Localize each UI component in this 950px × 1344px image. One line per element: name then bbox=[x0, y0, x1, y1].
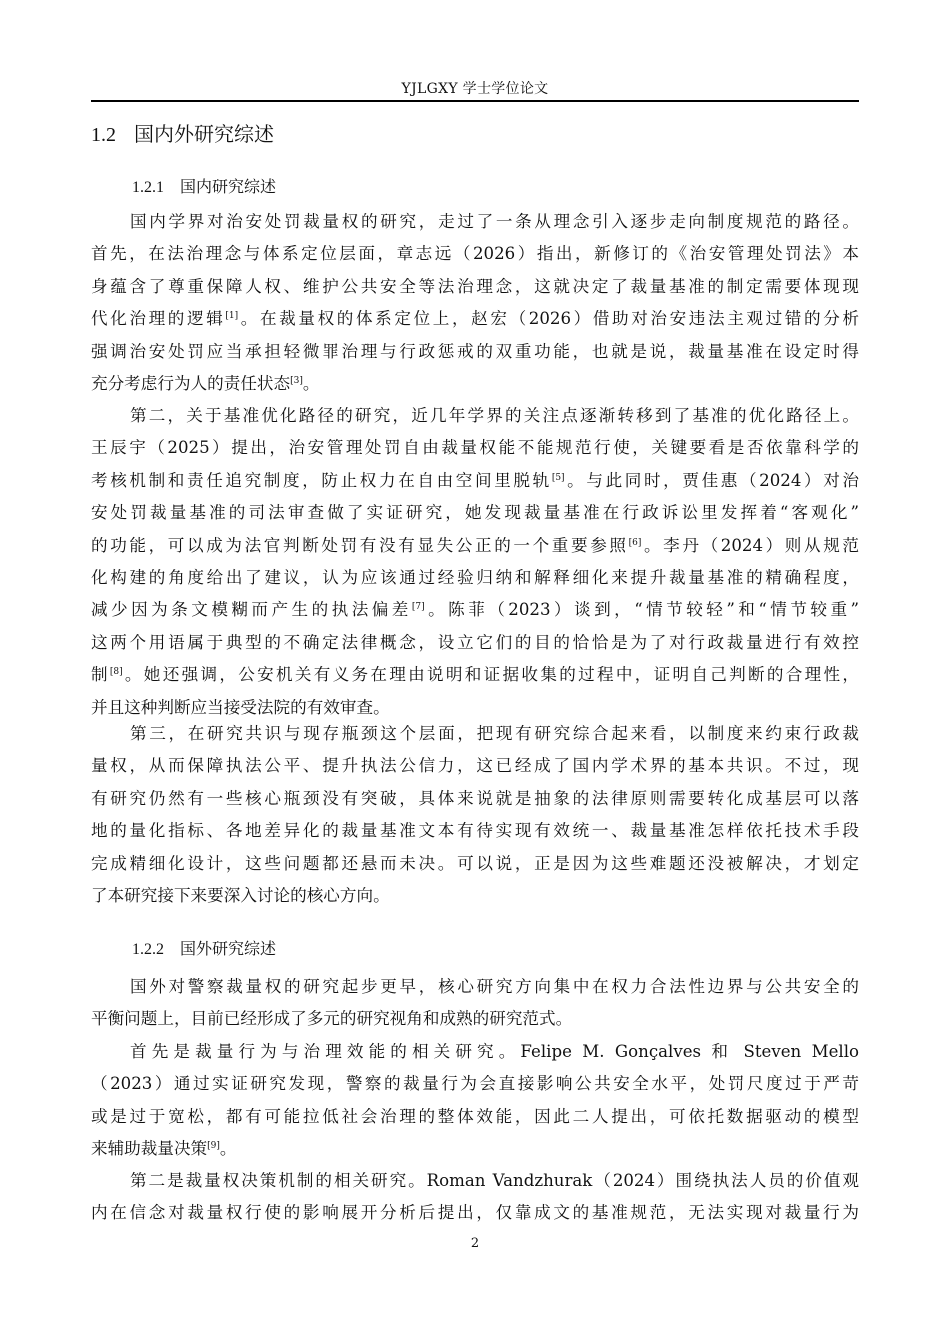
text-run: 。陈菲（2023）谈到，“情节较轻”和“情节较重” bbox=[424, 600, 859, 620]
text-run: 。她还强调，公安机关有义务在理由说明和证据收集的过程中，证明自己判断的合理性， bbox=[122, 665, 859, 685]
text-run: 首先，在法治理念与体系定位层面，章志远（2026）指出，新修订的《治安管理处罚法》本 bbox=[91, 244, 859, 264]
text-run: 身蕴含了尊重保障人权、维护公共安全等法治理念，这就决定了裁量基准的制定需要体现现 bbox=[91, 276, 859, 296]
text-line bbox=[91, 880, 859, 912]
paragraph-domestic-1 bbox=[91, 206, 859, 400]
text-run: 完成精细化设计，这些问题都还悬而未决。可以说，正是因为这些难题还没被解决，才划定 bbox=[91, 853, 859, 873]
text-line bbox=[91, 562, 859, 594]
text-run: 这两个用语属于典型的不确定法律概念，设立它们的目的恰恰是为了对行政裁量进行有效控 bbox=[91, 632, 859, 652]
text-line bbox=[91, 848, 859, 880]
text-run: 首先是裁量行为与治理效能的相关研究。Felipe M. Gonçalves 和 Steven Mello bbox=[130, 1042, 859, 1061]
text-run: 减少因为条文模糊而产生的执法偏差 bbox=[91, 600, 412, 620]
paragraph-foreign-3 bbox=[91, 1165, 859, 1230]
text-line bbox=[91, 1068, 859, 1100]
text-run: 强调治安处罚应当承担轻微罪治理与行政惩戒的双重功能，也就是说，裁量基准在设定时得 bbox=[91, 341, 859, 361]
text-line bbox=[91, 271, 859, 303]
text-line bbox=[91, 1197, 859, 1229]
text-line bbox=[91, 238, 859, 270]
text-run: 量权，从而保障执法公平、提升执法公信力，这已经成了国内学术界的基本共识。不过，现 bbox=[91, 756, 859, 776]
text-line bbox=[91, 1036, 859, 1068]
text-line bbox=[91, 971, 859, 1003]
text-line bbox=[91, 718, 859, 750]
text-run: 。 bbox=[219, 1139, 237, 1159]
header-rule bbox=[91, 100, 859, 102]
text-line bbox=[91, 530, 859, 562]
text-run: 第二，关于基准优化路径的研究，近几年学界的关注点逐渐转移到了基准的优化路径上。 bbox=[130, 406, 859, 425]
text-run: 代化治理的逻辑 bbox=[91, 309, 226, 329]
subsection-title: 国外研究综述 bbox=[180, 941, 277, 958]
text-run: 地的量化指标、各地差异化的裁量基准文本有待实现有效统一、裁量基准怎样依托技术手段 bbox=[91, 821, 859, 841]
text-run: 有研究仍然有一些核心瓶颈没有突破，具体来说就是抽象的法律原则需要转化成基层可以落 bbox=[91, 788, 859, 808]
text-line bbox=[91, 432, 859, 464]
text-run: 化构建的角度给出了建议，认为应该通过经验归纳和解释细化来提升裁量基准的精确程度， bbox=[91, 567, 859, 587]
text-run: 来辅助裁量决策 bbox=[91, 1139, 208, 1159]
text-line bbox=[91, 400, 859, 432]
section-title: 国内外研究综述 bbox=[134, 124, 274, 146]
citation-ref: [8] bbox=[109, 667, 123, 678]
text-line bbox=[91, 465, 859, 497]
text-run: 。在裁量权的体系定位上，赵宏（2026）借助对治安违法主观过错的分析 bbox=[238, 309, 859, 329]
paragraph-domestic-3 bbox=[91, 718, 859, 912]
page-number: 2 bbox=[470, 1236, 480, 1251]
text-run: 平衡问题上，目前已经形成了多元的研究视角和成熟的研究范式。 bbox=[91, 1009, 573, 1029]
citation-ref: [6] bbox=[628, 537, 642, 548]
subsection-heading-domestic bbox=[132, 174, 276, 197]
text-run: 第三，在研究共识与现存瓶颈这个层面，把现有研究综合起来看，以制度来约束行政裁 bbox=[130, 724, 859, 743]
paragraph-domestic-2 bbox=[91, 400, 859, 724]
text-run: 。与此同时，贾佳惠（2024）对治 bbox=[564, 470, 859, 490]
text-line bbox=[91, 1133, 859, 1165]
text-run: 制 bbox=[91, 665, 110, 685]
citation-ref: [7] bbox=[411, 602, 425, 613]
text-run: 安处罚裁量基准的司法审查做了实证研究，她发现裁量基准在行政诉讼里发挥着“客观化” bbox=[91, 503, 859, 523]
text-run: 。 bbox=[302, 373, 320, 393]
text-run: 了本研究接下来要深入讨论的核心方向。 bbox=[91, 885, 390, 905]
paragraph-foreign-2 bbox=[91, 1036, 859, 1166]
citation-ref: [3] bbox=[290, 375, 303, 386]
text-line bbox=[91, 1101, 859, 1133]
citation-ref: [9] bbox=[207, 1141, 220, 1152]
text-line bbox=[91, 750, 859, 782]
text-line bbox=[91, 206, 859, 238]
text-line bbox=[91, 594, 859, 626]
text-run: 或是过于宽松，都有可能拉低社会治理的整体效能，因此二人提出，可依托数据驱动的模型 bbox=[91, 1106, 859, 1126]
text-run: 内在信念对裁量权行使的影响展开分析后提出，仅靠成文的基准规范，无法实现对裁量行为 bbox=[91, 1203, 859, 1223]
text-line bbox=[91, 303, 859, 335]
text-line bbox=[91, 783, 859, 815]
text-line bbox=[91, 497, 859, 529]
section-heading bbox=[91, 118, 274, 147]
running-header: YJLGXY 学士学位论文 bbox=[401, 81, 549, 97]
text-run: 充分考虑行为人的责任状态 bbox=[91, 373, 291, 393]
text-line bbox=[91, 659, 859, 691]
text-line bbox=[91, 1165, 859, 1197]
text-run: 第二是裁量权决策机制的相关研究。Roman Vandzhurak（2024）围绕执法人员的价值观 bbox=[130, 1171, 859, 1190]
subsection-number: 1.2.1 bbox=[132, 179, 164, 196]
text-run: 。李丹（2024）则从规范 bbox=[641, 535, 859, 555]
text-run: 国外对警察裁量权的研究起步更早，核心研究方向集中在权力合法性边界与公共安全的 bbox=[130, 977, 859, 996]
text-line bbox=[91, 815, 859, 847]
text-line bbox=[91, 368, 859, 400]
paragraph-foreign-1 bbox=[91, 971, 859, 1036]
citation-ref: [5] bbox=[551, 472, 565, 483]
section-number: 1.2 bbox=[91, 124, 116, 146]
subsection-number: 1.2.2 bbox=[132, 941, 164, 958]
text-line bbox=[91, 336, 859, 368]
text-line bbox=[91, 1003, 859, 1035]
text-run: 国内学界对治安处罚裁量权的研究，走过了一条从理念引入逐步走向制度规范的路径。 bbox=[130, 212, 859, 231]
text-line bbox=[91, 627, 859, 659]
subsection-title: 国内研究综述 bbox=[180, 179, 277, 196]
text-run: 并且这种判断应当接受法院的有效审查。 bbox=[91, 697, 390, 717]
citation-ref: [1] bbox=[225, 311, 239, 322]
text-run: 的功能，可以成为法官判断处罚有没有显失公正的一个重要参照 bbox=[91, 535, 629, 555]
text-run: 考核机制和责任追究制度，防止权力在自由空间里脱轨 bbox=[91, 470, 552, 490]
text-run: 王辰宇（2025）提出，治安管理处罚自由裁量权能不能规范行使，关键要看是否依靠科学的 bbox=[91, 438, 859, 458]
subsection-heading-foreign bbox=[132, 936, 276, 959]
text-run: （2023）通过实证研究发现，警察的裁量行为会直接影响公共安全水平，处罚尺度过于严苛 bbox=[91, 1074, 859, 1094]
